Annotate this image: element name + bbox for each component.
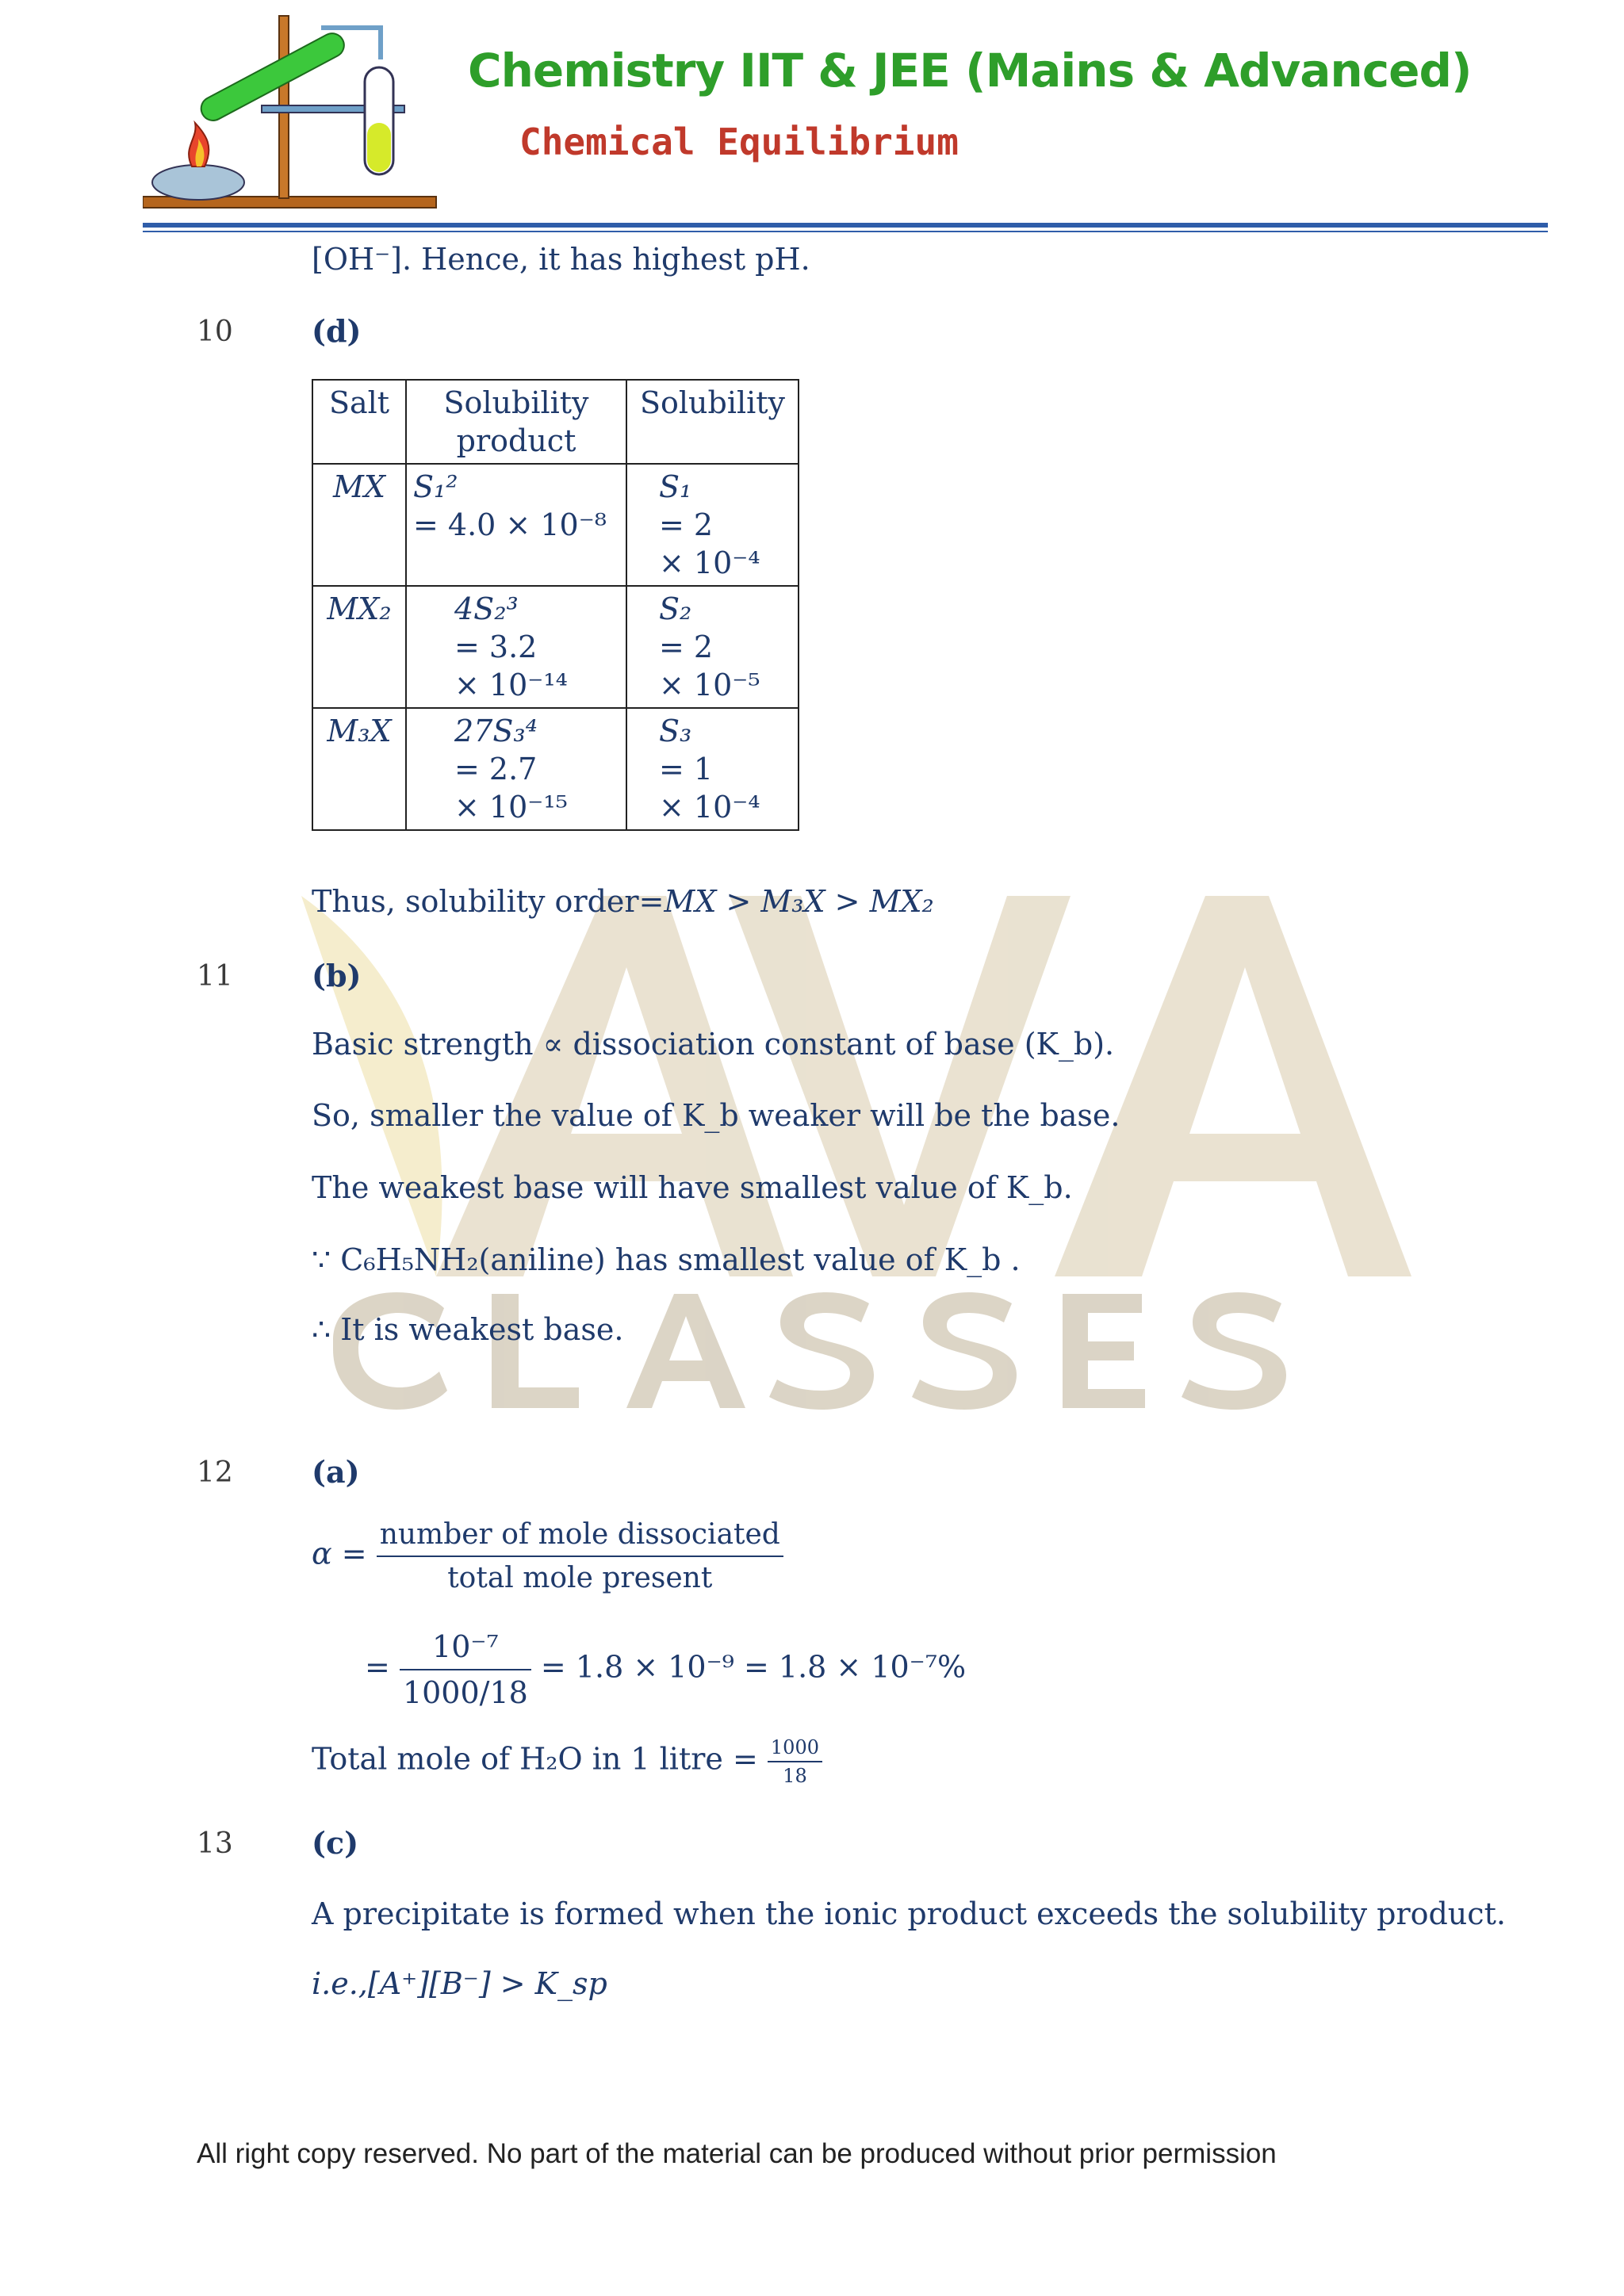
answer-option: (a) (312, 1454, 360, 1490)
solubility-cell (626, 586, 799, 708)
answer-option: (b) (312, 958, 362, 993)
table-row (312, 586, 799, 708)
solubility-line: × 10⁻⁴ (659, 545, 760, 580)
ava-classes-watermark (254, 864, 1443, 1467)
fraction-denominator: total mole present (447, 1562, 713, 1594)
total-mole-line (312, 1736, 822, 1787)
solubility-cell (626, 708, 799, 830)
solubility-line: S₂ (659, 591, 692, 626)
column-header-solubility-product: Solubility product (406, 380, 626, 464)
alpha-label: α = (312, 1536, 367, 1571)
equals-sign: = (365, 1649, 390, 1685)
solubility-line: S₃ (659, 714, 692, 748)
fraction-numerator: 10⁻⁷ (400, 1629, 531, 1670)
table-header-row (312, 380, 799, 464)
column-header-salt: Salt (312, 380, 406, 464)
fraction-numerator: number of mole dissociated (377, 1518, 783, 1557)
ksp-cell (406, 708, 626, 830)
explanation-line: So, smaller the value of K_b weaker will be the base. (312, 1098, 1120, 1133)
header-title: Chemistry IIT & JEE (Mains & Advanced) (468, 44, 1472, 98)
solubility-line: = 1 (659, 752, 714, 786)
ksp-cell (406, 464, 626, 586)
lab-apparatus-logo (143, 12, 444, 214)
solubility-line: = 2 (659, 507, 714, 542)
salt-cell: MX (312, 464, 406, 586)
answer-option: (d) (312, 313, 362, 349)
calculation-fraction (400, 1629, 531, 1710)
solubility-line: × 10⁻⁵ (659, 668, 760, 702)
salt-cell: MX₂ (312, 586, 406, 708)
table-row (312, 708, 799, 830)
column-header-solubility: Solubility (626, 380, 799, 464)
alpha-calculation (365, 1629, 966, 1710)
table-row (312, 464, 799, 586)
fraction-numerator: 1000 (768, 1736, 822, 1762)
explanation-line: ∴ It is weakest base. (312, 1312, 624, 1347)
explanation-line: i.e.,[A⁺][B⁻] > K_sp (312, 1966, 607, 2001)
header-rule (143, 223, 1548, 228)
header-subtitle: Chemical Equilibrium (519, 121, 959, 163)
solubility-cell (626, 464, 799, 586)
solubility-order-line (312, 884, 934, 919)
continuation-text: [OH⁻]. Hence, it has highest pH. (312, 242, 810, 277)
salt-cell: M₃X (312, 708, 406, 830)
solubility-table (312, 379, 799, 831)
fraction-denominator: 1000/18 (402, 1675, 528, 1710)
solubility-line: = 2 (659, 629, 714, 664)
header-rule-thin (143, 231, 1548, 232)
ksp-line: 27S₃⁴ (454, 714, 538, 748)
solubility-order-value: MX > M₃X > MX₂ (664, 884, 934, 919)
footer-copyright: All right copy reserved. No part of the material can be produced without prior permission (197, 2138, 1277, 2169)
ksp-line: × 10⁻¹⁴ (454, 668, 568, 702)
ksp-line: × 10⁻¹⁵ (454, 790, 568, 825)
total-mole-text: Total mole of H₂O in 1 litre = (312, 1741, 758, 1777)
solubility-line: S₁ (659, 469, 692, 504)
question-number: 13 (197, 1827, 233, 1860)
ksp-line: S₁² (413, 469, 458, 504)
total-mole-fraction (768, 1736, 822, 1787)
answer-option: (c) (312, 1825, 359, 1861)
explanation-line: The weakest base will have smallest value of K_b. (312, 1170, 1073, 1205)
calculation-result: = 1.8 × 10⁻⁹ = 1.8 × 10⁻⁷% (540, 1649, 967, 1685)
explanation-line: A precipitate is formed when the ionic product exceeds the solubility product. (312, 1896, 1506, 1931)
solubility-line: × 10⁻⁴ (659, 790, 760, 825)
ksp-cell (406, 586, 626, 708)
explanation-line: ∵ C₆H₅NH₂(aniline) has smallest value of K_b . (312, 1242, 1021, 1277)
ksp-line: 4S₂³ (454, 591, 519, 626)
ksp-line: = 3.2 (454, 629, 538, 664)
alpha-equation (312, 1518, 783, 1594)
question-number: 12 (197, 1456, 233, 1489)
fraction-denominator: 18 (783, 1765, 807, 1787)
solubility-order-prefix: Thus, solubility order= (312, 884, 665, 919)
explanation-line: Basic strength ∝ dissociation constant of base (K_b). (312, 1027, 1115, 1062)
question-number: 11 (197, 960, 233, 993)
ksp-line: = 2.7 (454, 752, 538, 786)
question-number: 10 (197, 316, 233, 348)
ksp-line: = 4.0 × 10⁻⁸ (413, 507, 607, 542)
alpha-fraction (377, 1518, 783, 1594)
